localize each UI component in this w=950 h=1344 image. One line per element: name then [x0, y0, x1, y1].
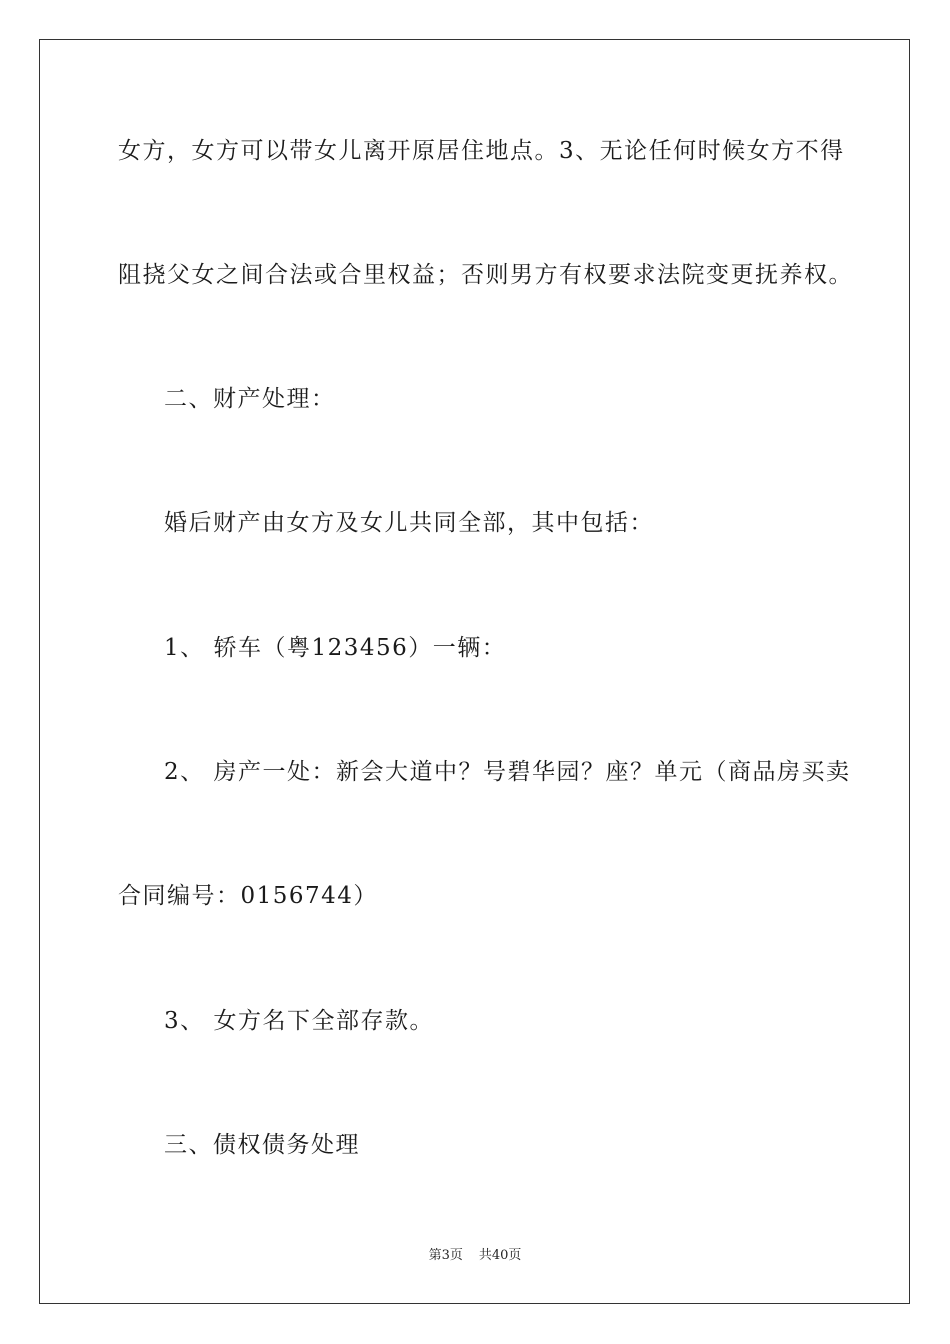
page-total: 共40页 — [478, 1248, 522, 1263]
section-heading: 三、债权债务处理 — [164, 1132, 360, 1158]
body-text-line: 阻挠父女之间合法或合里权益；否则男方有权要求法院变更抚养权。 — [118, 262, 853, 288]
page-border — [39, 39, 910, 1304]
list-item: 2、 房产一处：新会大道中？号碧华园？座？单元（商品房买卖 — [164, 759, 851, 785]
list-item: 3、 女方名下全部存款。 — [164, 1008, 434, 1034]
body-text-line: 女方，女方可以带女儿离开原居住地点。3、无论任何时候女方不得 — [118, 138, 845, 164]
list-item: 1、 轿车（粤123456）一辆： — [164, 635, 507, 661]
page-footer — [0, 1247, 950, 1265]
section-heading: 二、财产处理： — [164, 386, 336, 412]
body-text-line: 婚后财产由女方及女儿共同全部，其中包括： — [164, 510, 654, 536]
body-text-line: 合同编号：0156744） — [118, 883, 378, 909]
page-number: 第3页 — [428, 1248, 463, 1263]
